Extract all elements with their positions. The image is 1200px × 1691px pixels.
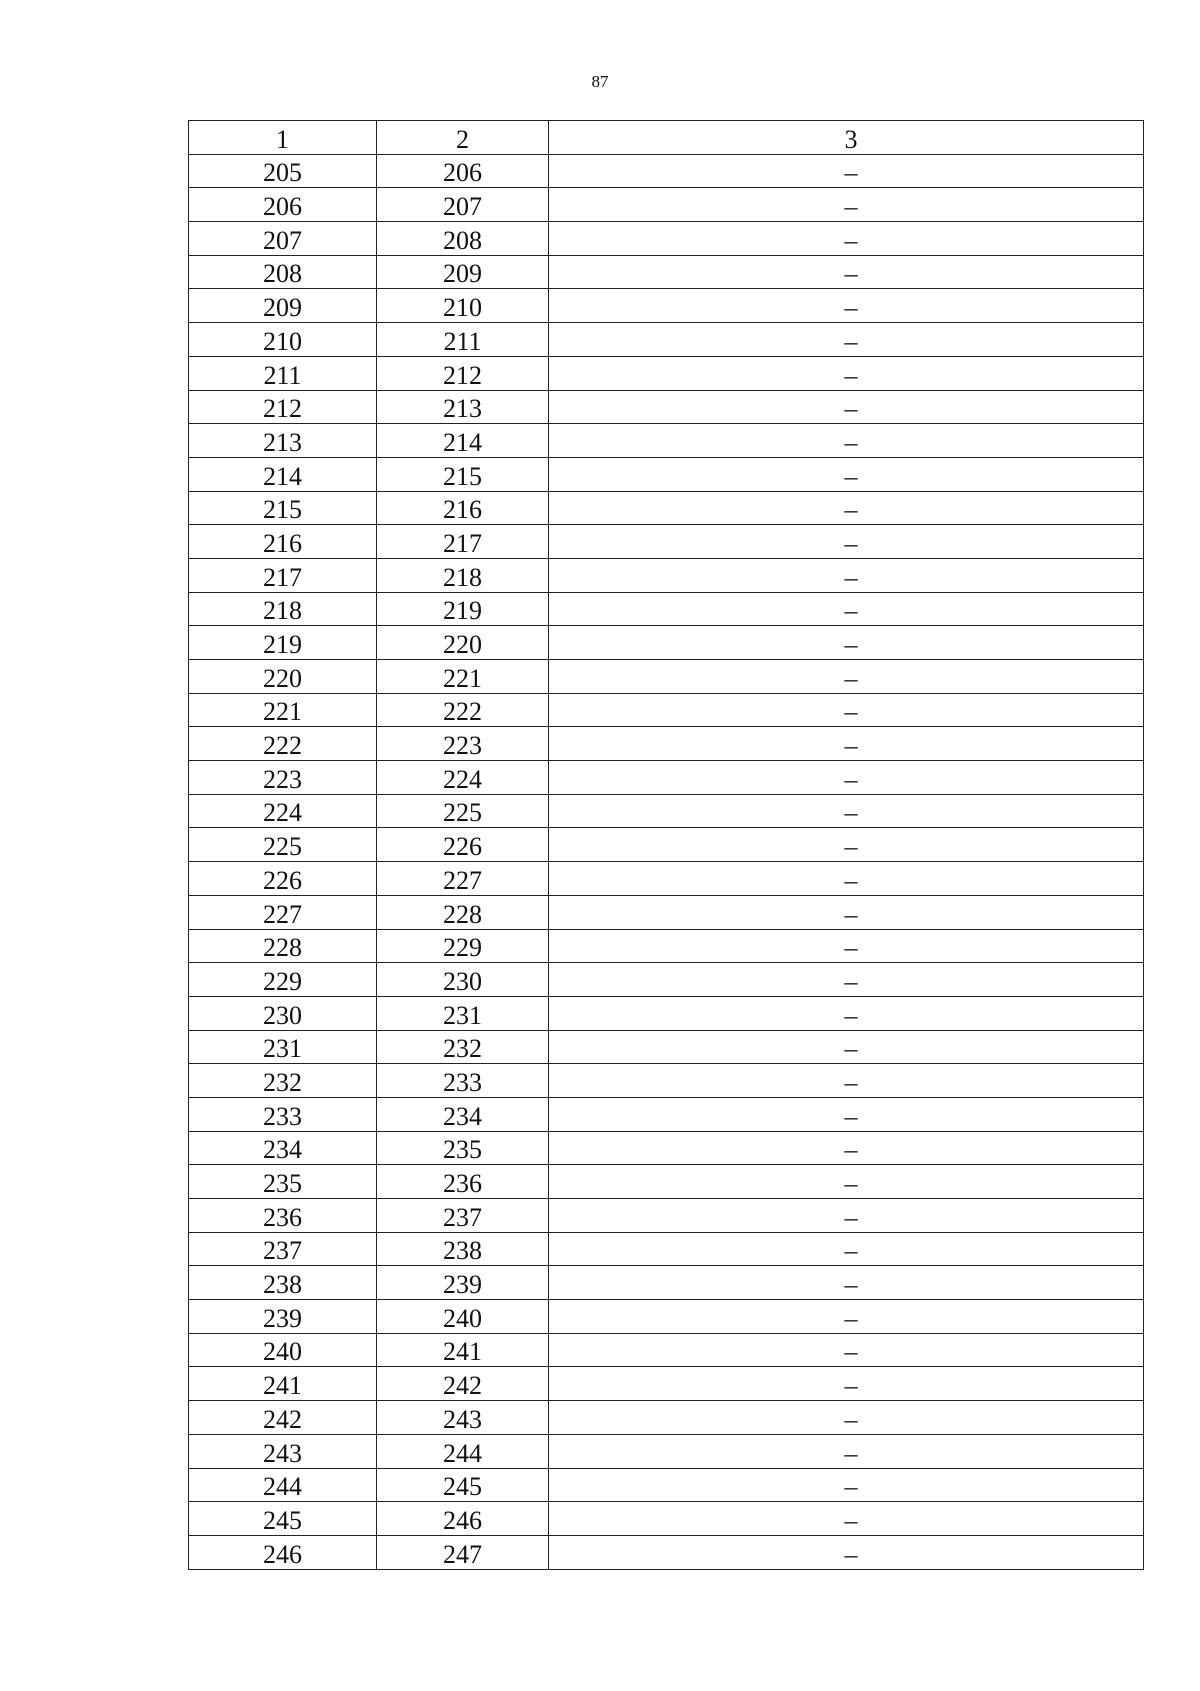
table-row (189, 222, 1144, 256)
table-cell-col-2: 212 (377, 356, 549, 390)
table-cell-col-1: 205 (189, 154, 377, 188)
table-cell-col-2: 236 (377, 1165, 549, 1199)
table-row (189, 188, 1144, 222)
table-row (189, 1367, 1144, 1401)
table-cell-col-3: – (549, 828, 1144, 862)
table-row (189, 558, 1144, 592)
table-row (189, 356, 1144, 390)
table-cell-col-2: 245 (377, 1468, 549, 1502)
table-row (189, 727, 1144, 761)
table-row (189, 761, 1144, 795)
table-cell-col-3: – (549, 1468, 1144, 1502)
table-row (189, 660, 1144, 694)
table-cell-col-2: 214 (377, 424, 549, 458)
table-cell-col-1: 225 (189, 828, 377, 862)
table-cell-col-3: – (549, 323, 1144, 357)
table-cell-col-2: 244 (377, 1434, 549, 1468)
table-header-row (189, 121, 1144, 155)
table-cell-col-1: 233 (189, 1097, 377, 1131)
table-cell-col-3: – (549, 424, 1144, 458)
table-cell-col-3: – (549, 491, 1144, 525)
table-cell-col-1: 226 (189, 862, 377, 896)
table-cell-col-2: 242 (377, 1367, 549, 1401)
table-body (189, 154, 1144, 1569)
table-cell-col-3: – (549, 1333, 1144, 1367)
table-cell-col-3: – (549, 1434, 1144, 1468)
table-row (189, 457, 1144, 491)
table-cell-col-2: 235 (377, 1131, 549, 1165)
table-row (189, 154, 1144, 188)
table-cell-col-3: – (549, 154, 1144, 188)
table-cell-col-3: – (549, 558, 1144, 592)
table-cell-col-3: – (549, 188, 1144, 222)
table-cell-col-2: 243 (377, 1401, 549, 1435)
table-cell-col-3: – (549, 1165, 1144, 1199)
table-row (189, 1434, 1144, 1468)
table-cell-col-2: 225 (377, 794, 549, 828)
table-cell-col-3: – (549, 1064, 1144, 1098)
table-cell-col-1: 208 (189, 255, 377, 289)
table-cell-col-3: – (549, 1097, 1144, 1131)
table-cell-col-1: 214 (189, 457, 377, 491)
table-cell-col-2: 229 (377, 929, 549, 963)
table-cell-col-1: 212 (189, 390, 377, 424)
table-cell-col-3: – (549, 1266, 1144, 1300)
table-cell-col-3: – (549, 222, 1144, 256)
table-row (189, 323, 1144, 357)
table-cell-col-1: 223 (189, 761, 377, 795)
table-row (189, 1097, 1144, 1131)
table-cell-col-1: 245 (189, 1502, 377, 1536)
table-row (189, 996, 1144, 1030)
table-cell-col-3: – (549, 1502, 1144, 1536)
table-cell-col-3: – (549, 457, 1144, 491)
table-cell-col-2: 230 (377, 963, 549, 997)
table-cell-col-1: 241 (189, 1367, 377, 1401)
table-cell-col-2: 223 (377, 727, 549, 761)
table-cell-col-3: – (549, 1199, 1144, 1233)
table-cell-col-1: 206 (189, 188, 377, 222)
table-cell-col-1: 244 (189, 1468, 377, 1502)
table-cell-col-1: 227 (189, 895, 377, 929)
table-cell-col-2: 211 (377, 323, 549, 357)
table-cell-col-2: 231 (377, 996, 549, 1030)
table-cell-col-3: – (549, 761, 1144, 795)
table-row (189, 1333, 1144, 1367)
table-row (189, 390, 1144, 424)
table-cell-col-2: 224 (377, 761, 549, 795)
table-row (189, 1232, 1144, 1266)
table-cell-col-1: 207 (189, 222, 377, 256)
table-cell-col-1: 232 (189, 1064, 377, 1098)
table-row (189, 592, 1144, 626)
table-cell-col-3: – (549, 1401, 1144, 1435)
table-cell-col-1: 224 (189, 794, 377, 828)
table-row (189, 1165, 1144, 1199)
table-cell-col-2: 222 (377, 693, 549, 727)
table-cell-col-1: 237 (189, 1232, 377, 1266)
table-cell-col-1: 209 (189, 289, 377, 323)
table-cell-col-3: – (549, 1131, 1144, 1165)
table-cell-col-1: 242 (189, 1401, 377, 1435)
table-cell-col-1: 246 (189, 1535, 377, 1569)
table-cell-col-2: 209 (377, 255, 549, 289)
table-row (189, 1199, 1144, 1233)
table-cell-col-1: 211 (189, 356, 377, 390)
table-row (189, 693, 1144, 727)
table-cell-col-2: 237 (377, 1199, 549, 1233)
table-cell-col-1: 243 (189, 1434, 377, 1468)
table-cell-col-2: 247 (377, 1535, 549, 1569)
table-cell-col-3: – (549, 1535, 1144, 1569)
table-cell-col-2: 206 (377, 154, 549, 188)
table-cell-col-1: 236 (189, 1199, 377, 1233)
table-row (189, 963, 1144, 997)
data-table (188, 120, 1144, 1570)
table-cell-col-3: – (549, 963, 1144, 997)
table-cell-col-2: 232 (377, 1030, 549, 1064)
table-cell-col-1: 210 (189, 323, 377, 357)
table-cell-col-2: 234 (377, 1097, 549, 1131)
page-number: 87 (591, 72, 609, 91)
table-cell-col-1: 235 (189, 1165, 377, 1199)
table-row (189, 929, 1144, 963)
table-cell-col-1: 213 (189, 424, 377, 458)
table-cell-col-2: 227 (377, 862, 549, 896)
table-row (189, 289, 1144, 323)
table-cell-col-3: – (549, 390, 1144, 424)
table-cell-col-3: – (549, 794, 1144, 828)
table-cell-col-1: 231 (189, 1030, 377, 1064)
table-cell-col-2: 218 (377, 558, 549, 592)
table-cell-col-3: – (549, 996, 1144, 1030)
table-cell-col-2: 226 (377, 828, 549, 862)
table-row (189, 1468, 1144, 1502)
table-cell-col-2: 241 (377, 1333, 549, 1367)
table-cell-col-3: – (549, 929, 1144, 963)
table-cell-col-3: – (549, 1232, 1144, 1266)
table-cell-col-3: – (549, 289, 1144, 323)
table-cell-col-3: – (549, 1030, 1144, 1064)
table-row (189, 828, 1144, 862)
table-cell-col-2: 221 (377, 660, 549, 694)
table-cell-col-2: 213 (377, 390, 549, 424)
column-header-1: 1 (189, 121, 377, 155)
table-cell-col-3: – (549, 356, 1144, 390)
table-row (189, 424, 1144, 458)
table-row (189, 1030, 1144, 1064)
table-cell-col-1: 238 (189, 1266, 377, 1300)
table-cell-col-2: 239 (377, 1266, 549, 1300)
table-cell-col-3: – (549, 592, 1144, 626)
table-row (189, 1401, 1144, 1435)
table-cell-col-3: – (549, 1367, 1144, 1401)
table-row (189, 525, 1144, 559)
table-row (189, 895, 1144, 929)
table-row (189, 1300, 1144, 1334)
table-cell-col-3: – (549, 660, 1144, 694)
column-header-3: 3 (549, 121, 1144, 155)
table-cell-col-1: 219 (189, 626, 377, 660)
table-cell-col-2: 246 (377, 1502, 549, 1536)
table-cell-col-1: 234 (189, 1131, 377, 1165)
table-cell-col-2: 233 (377, 1064, 549, 1098)
table-row (189, 1266, 1144, 1300)
column-header-2: 2 (377, 121, 549, 155)
table-cell-col-1: 217 (189, 558, 377, 592)
table-cell-col-3: – (549, 255, 1144, 289)
table-cell-col-1: 216 (189, 525, 377, 559)
table-cell-col-2: 220 (377, 626, 549, 660)
table-cell-col-2: 216 (377, 491, 549, 525)
table-cell-col-1: 215 (189, 491, 377, 525)
table-row (189, 1064, 1144, 1098)
table-cell-col-1: 228 (189, 929, 377, 963)
table-cell-col-3: – (549, 525, 1144, 559)
table-cell-col-3: – (549, 727, 1144, 761)
table-cell-col-2: 215 (377, 457, 549, 491)
table-cell-col-1: 221 (189, 693, 377, 727)
table-row (189, 626, 1144, 660)
table-cell-col-1: 218 (189, 592, 377, 626)
table-cell-col-3: – (549, 895, 1144, 929)
table-row (189, 1502, 1144, 1536)
table-cell-col-2: 238 (377, 1232, 549, 1266)
table-cell-col-2: 240 (377, 1300, 549, 1334)
table-cell-col-1: 229 (189, 963, 377, 997)
table-cell-col-1: 230 (189, 996, 377, 1030)
table-cell-col-2: 207 (377, 188, 549, 222)
table-row (189, 794, 1144, 828)
table-cell-col-2: 228 (377, 895, 549, 929)
table-cell-col-1: 222 (189, 727, 377, 761)
table-cell-col-3: – (549, 693, 1144, 727)
table-row (189, 255, 1144, 289)
table-cell-col-3: – (549, 1300, 1144, 1334)
table-cell-col-2: 210 (377, 289, 549, 323)
table-row (189, 1131, 1144, 1165)
table-cell-col-2: 219 (377, 592, 549, 626)
data-table-container (188, 120, 1143, 1570)
table-cell-col-3: – (549, 862, 1144, 896)
table-cell-col-1: 239 (189, 1300, 377, 1334)
table-row (189, 1535, 1144, 1569)
table-row (189, 491, 1144, 525)
table-cell-col-1: 220 (189, 660, 377, 694)
table-cell-col-2: 217 (377, 525, 549, 559)
table-cell-col-2: 208 (377, 222, 549, 256)
table-cell-col-1: 240 (189, 1333, 377, 1367)
table-cell-col-3: – (549, 626, 1144, 660)
table-row (189, 862, 1144, 896)
